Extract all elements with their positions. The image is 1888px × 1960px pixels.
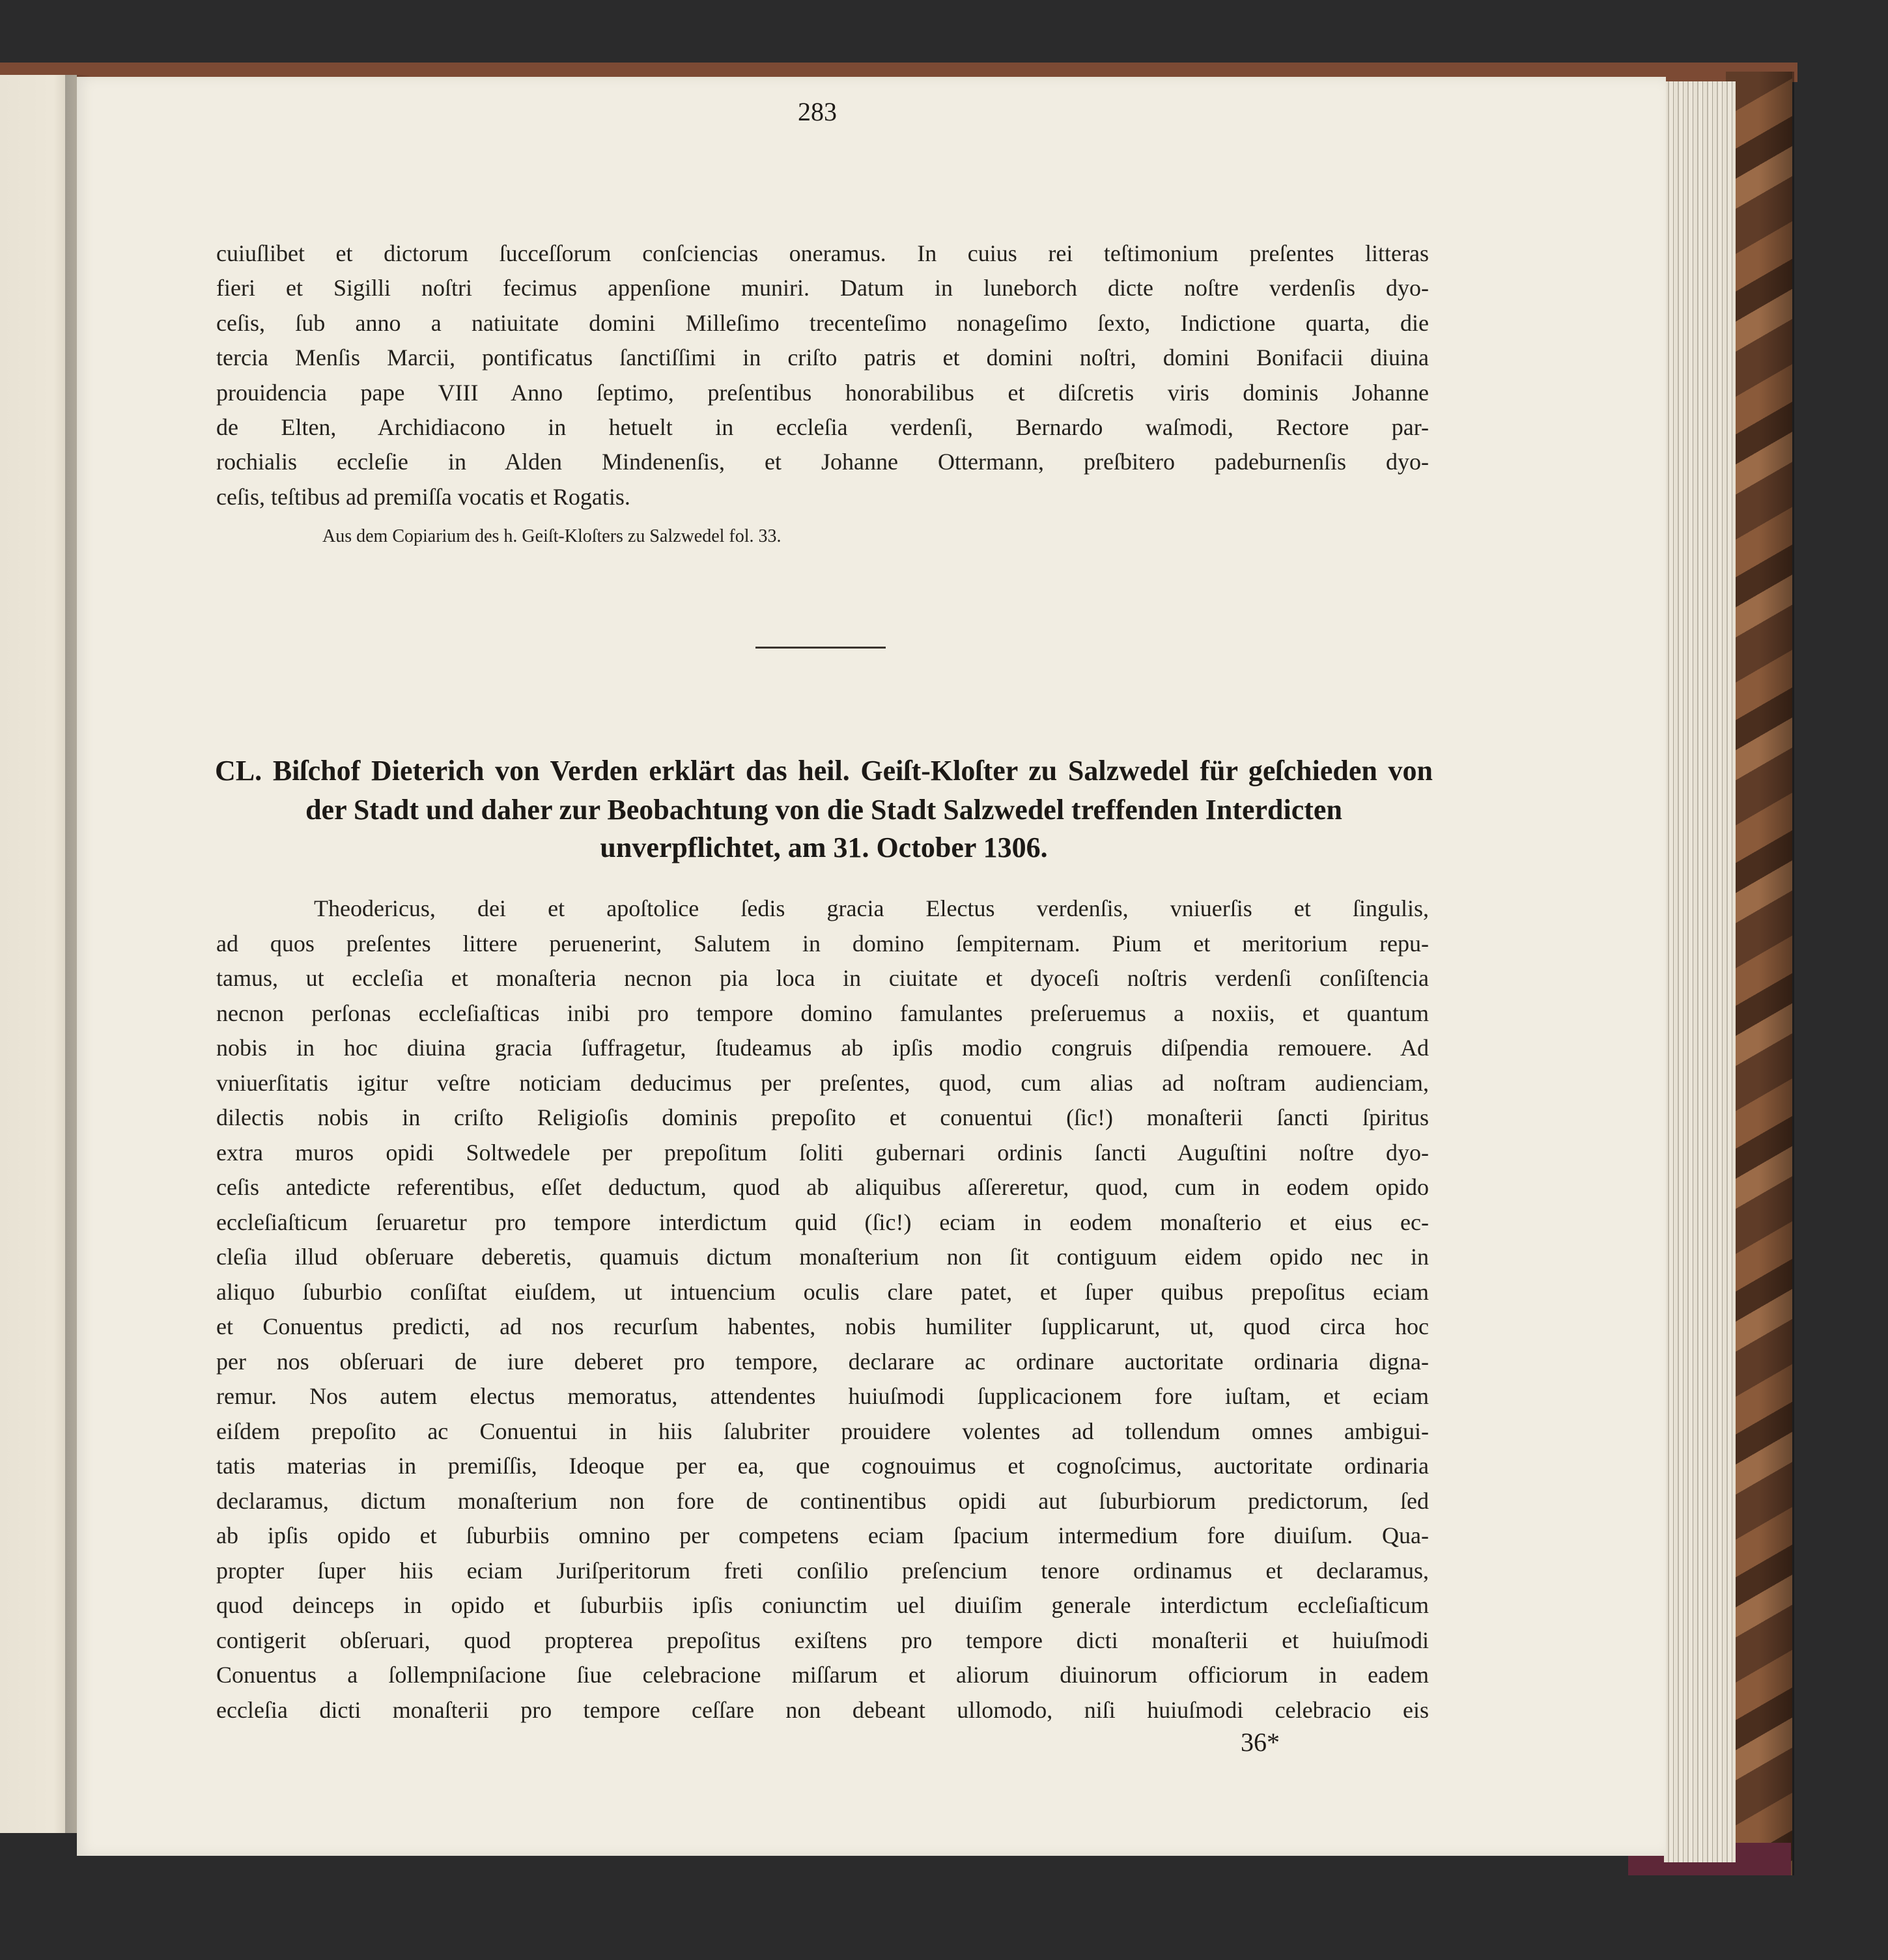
text-line: eccleſia dicti monaſterii pro tempore ceſſare non debeant ullomodo, niſi huiuſmodi celebracio eis: [216, 1696, 1429, 1723]
page-stack-edge: [1664, 81, 1736, 1862]
cover-shadow: [1758, 72, 1794, 1875]
text-line: ceſis, teſtibus ad premiſſa vocatis et Rogatis.: [216, 483, 630, 510]
document-heading-line-2: der Stadt und daher zur Beobachtung von die Stadt Salzwedel treffenden Interdicten: [305, 794, 1342, 826]
document-heading-line-3: unverpflichtet, am 31. October 1306.: [600, 832, 1048, 863]
text-line: quod deinceps in opido et ſuburbiis ipſis coniunctim uel diuiſim generale interdictum eccleſiaſticum: [216, 1592, 1429, 1618]
text-line: rochialis eccleſie in Alden Mindenenſis, et Johanne Ottermann, preſbitero padeburnenſis dyo-: [216, 449, 1429, 475]
text-line: ad quos preſentes littere peruenerint, Salutem in domino ſempiternam. Pium et meritorium repu-: [216, 930, 1429, 957]
text-line: fieri et Sigilli noſtri fecimus appenſione muniri. Datum in luneborch dicte noſtre verdenſis dyo-: [216, 275, 1429, 301]
text-line: cleſia illud obſeruare deberetis, quamuis dictum monaſterium non ſit contiguum eidem opido nec in: [216, 1244, 1429, 1270]
document-number: CL.: [215, 755, 262, 787]
text-line: ceſis, ſub anno a natiuitate domini Milleſimo trecenteſimo nonageſimo ſexto, Indictione quarta, die: [216, 309, 1429, 336]
text-line: ab ipſis opido et ſuburbiis omnino per competens eciam ſpacium intermedium fore diuiſum. Qua-: [216, 1522, 1429, 1548]
text-line: Theodericus, dei et apoſtolice ſedis gracia Electus verdenſis, vniuerſis et ſingulis,: [314, 895, 1429, 921]
section-divider: [755, 647, 886, 649]
text-line: tatis materias in premiſſis, Ideoque per ea, que cognouimus et cognoſcimus, auctoritate ordinaria: [216, 1453, 1429, 1479]
text-line: necnon perſonas eccleſiaſticas inibi pro tempore domino famulantes preſeruemus a noxiis, et quantum: [216, 1000, 1429, 1026]
text-line: tercia Menſis Marcii, pontificatus ſanctiſſimi in criſto patris et domini noſtri, domini Bonifacii diuina: [216, 344, 1429, 371]
text-line: per nos obſeruari de iure deberet pro tempore, declarare ac ordinare auctoritate ordinaria digna-: [216, 1348, 1429, 1375]
text-line: eccleſiaſticum ſeruaretur pro tempore interdictum quid (ſic!) eciam in eodem monaſterio et eius ec-: [216, 1209, 1429, 1235]
text-line: remur. Nos autem electus memoratus, attendentes huiuſmodi ſupplicacionem fore iuſtam, et eciam: [216, 1383, 1429, 1409]
text-line: Conuentus a ſollempniſacione ſiue celebracione miſſarum et aliorum diuinorum officiorum in eadem: [216, 1662, 1429, 1688]
text-line: contigerit obſeruari, quod propterea prepoſitus exiſtens pro tempore dicti monaſterii et huiuſmodi: [216, 1627, 1429, 1653]
text-line: propter ſuper hiis eciam Juriſperitorum freti conſilio preſencium tenore ordinamus et declaramus,: [216, 1557, 1429, 1584]
text-line: extra muros opidi Soltwedele per prepoſitum ſoliti gubernari ordinis ſancti Auguſtini noſtre dyo-: [216, 1139, 1429, 1166]
text-line: declaramus, dictum monaſterium non fore de continentibus opidi aut ſuburbiorum predictorum, ſed: [216, 1487, 1429, 1514]
text-line: de Elten, Archidiacono in hetuelt in eccleſia verdenſi, Bernardo waſmodi, Rectore par-: [216, 414, 1429, 440]
text-line: vniuerſitatis igitur veſtre noticiam deducimus per preſentes, quod, cum alias ad noſtram audienciam,: [216, 1069, 1429, 1096]
text-line: eiſdem prepoſito ac Conuentui in hiis ſalubriter prouidere volentes ad tollendum omnes ambigui-: [216, 1418, 1429, 1444]
document-heading-line-1: [215, 754, 1433, 787]
text-line: et Conuentus predicti, ad nos recurſum habentes, nobis humiliter ſupplicarunt, ut, quod circa hoc: [216, 1313, 1429, 1339]
source-note: Aus dem Copiarium des h. Geiſt-Kloſters zu Salzwedel fol. 33.: [322, 526, 782, 546]
page-number: 283: [798, 97, 837, 126]
text-line: prouidencia pape VIII Anno ſeptimo, preſentibus honorabilibus et diſcretis viris dominis Johanne: [216, 379, 1429, 406]
text-line: aliquo ſuburbio conſiſtat eiuſdem, ut intuencium oculis clare patet, et ſuper quibus prepoſitus eciam: [216, 1278, 1429, 1305]
text-line: ceſis antedicte referentibus, eſſet deductum, quod ab aliquibus aſſereretur, quod, cum in eodem opido: [216, 1174, 1429, 1200]
text-line: dilectis nobis in criſto Religioſis dominis prepoſito et conuentui (ſic!) monaſterii ſancti ſpiritus: [216, 1104, 1429, 1130]
text-line: cuiuſlibet et dictorum ſucceſſorum conſciencias oneramus. In cuius rei teſtimonium preſentes litteras: [216, 240, 1429, 266]
text-line: tamus, ut eccleſia et monaſteria necnon pia loca in ciuitate et dyoceſi noſtris verdenſi conſiſtencia: [216, 965, 1429, 991]
heading-text-line-1: Biſchof Dieterich von Verden erklärt das heil. Geiſt-Kloſter zu Salzwedel für geſchieden von: [272, 755, 1433, 787]
signature-mark: 36*: [1241, 1728, 1280, 1757]
text-line: nobis in hoc diuina gracia ſuffragetur, ſtudeamus ab ipſis modio congruis diſpendia remouere. Ad: [216, 1035, 1429, 1061]
